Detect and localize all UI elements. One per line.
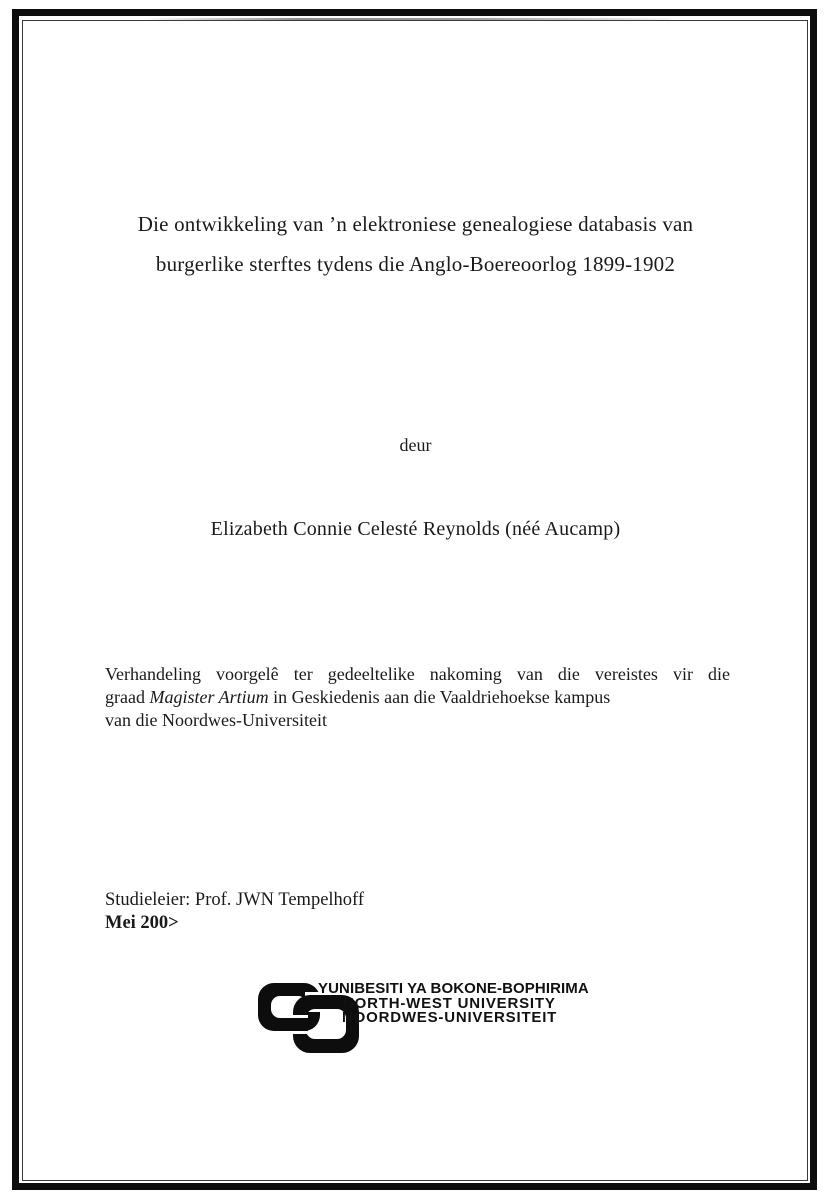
degree-statement — [105, 663, 730, 732]
degree-statement-line-3: van die Noordwes-Universiteit — [105, 710, 327, 730]
degree-statement-line-1: Verhandeling voorgelê ter gedeeltelike nakoming van die vereistes vir die — [105, 664, 730, 684]
date-line: Mei 200> — [105, 913, 179, 933]
degree-statement-line-2-pre: graad — [105, 687, 150, 707]
author-name: Elizabeth Connie Celesté Reynolds (néé Aucamp) — [210, 518, 621, 540]
byline: deur — [399, 435, 432, 455]
degree-statement-line-2-post: in Geskiedenis aan die Vaaldriehoekse kampus — [268, 687, 611, 707]
degree-name-italic: Magister Artium — [149, 687, 269, 707]
logo-text-english: NORTH-WEST UNIVERSITY — [343, 995, 556, 1012]
scan-artifact-streak — [140, 18, 670, 20]
supervisor-line: Studieleier: Prof. JWN Tempelhoff — [105, 890, 365, 910]
thesis-title-line-1: Die ontwikkeling van ’n elektroniese genealogiese databasis van — [137, 212, 694, 236]
degree-statement-line-2 — [105, 686, 730, 709]
logo-text-setswana: YUNIBESITI YA BOKONE-BOPHIRIMA — [318, 980, 589, 997]
thesis-title-line-2: burgerlike sterftes tydens die Anglo-Boereoorlog 1899-1902 — [155, 252, 676, 276]
logo-text-afrikaans: NOORDWES-UNIVERSITEIT — [342, 1009, 558, 1026]
